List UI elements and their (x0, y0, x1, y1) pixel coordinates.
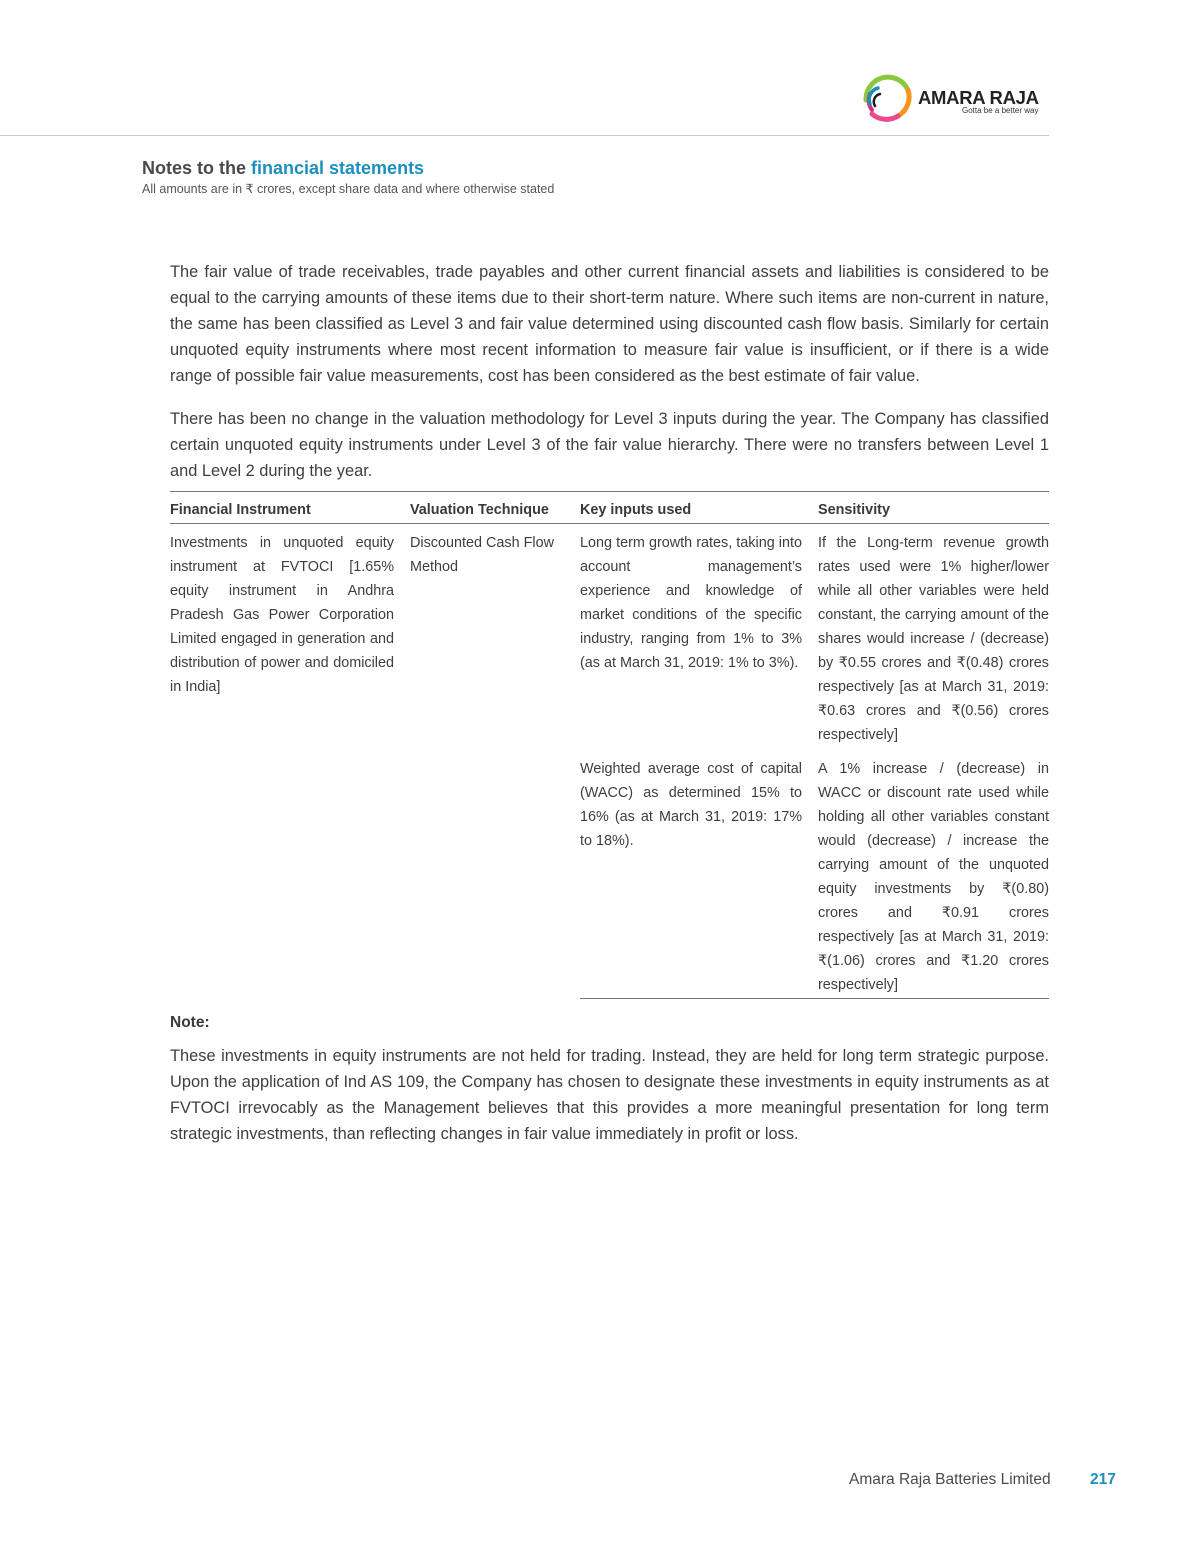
note-paragraph: These investments in equity instruments are not held for trading. Instead, they are held for long term strategic purpose. Upon the application of Ind AS 109, the Company has chosen to designate these investments in equity instruments as at FVTOCI irrevocably as the Management believes that this provides a more meaningful presentation for long term strategic investments, than reflecting changes in fair value immediately in profit or loss. (170, 1047, 1049, 1143)
page-subtitle: All amounts are in ₹ crores, except share data and where otherwise stated (142, 182, 555, 196)
page-header (142, 158, 554, 196)
table-header-row (170, 492, 1049, 524)
column-header-key-inputs: Key inputs used (580, 492, 818, 524)
column-header-technique: Valuation Technique (410, 492, 580, 524)
page-title-plain: Notes to the (142, 158, 252, 178)
page-number: 217 (1090, 1471, 1116, 1488)
sensitivity-cell: If the Long-term revenue growth rates used were 1% higher/lower while all other variables were held constant, the carrying amount of the shares would increase / (decrease) by ₹0.55 crores and ₹(0.48) crores respectively [as at March 31, 2019: ₹0.63 crores and ₹(0.56) crores respectively] (818, 535, 1049, 743)
table-row (170, 524, 1049, 751)
sensitivity-cell: A 1% increase / (decrease) in WACC or discount rate used while holding all other variables constant would (decrease) / increase the carrying amount of the unquoted equity investments by ₹(0.80) crores and ₹0.91 crores respectively [as at March 31, 2019: ₹(1.06) crores and ₹1.20 crores respectively] (818, 750, 1049, 999)
instrument-cell: Investments in unquoted equity instrument at FVTOCI [1.65% equity instrument in Andhra Pradesh Gas Power Corporation Limited engaged in generation and distribution of power and domiciled in India] (170, 535, 394, 695)
company-logo (858, 70, 1058, 124)
header-divider (0, 135, 1049, 136)
column-header-sensitivity: Sensitivity (818, 492, 1049, 524)
note-label: Note: (170, 1014, 210, 1031)
swirl-logo-icon (858, 70, 914, 124)
page-title (142, 158, 554, 179)
valuation-table (170, 491, 1049, 999)
key-input-cell: Long term growth rates, taking into account management’s experience and knowledge of market conditions of the specific industry, ranging from 1% to 3% (as at March 31, 2019: 1% to 3%). (580, 535, 802, 671)
brand-name: AMARA RAJA (918, 87, 1039, 108)
page-title-accent: financial statements (251, 158, 425, 178)
technique-cell: Discounted Cash Flow Method (410, 535, 554, 575)
footer-company-name: Amara Raja Batteries Limited (849, 1471, 1051, 1488)
column-header-instrument: Financial Instrument (170, 492, 410, 524)
paragraph-fair-value: The fair value of trade receivables, trade payables and other current financial assets and liabilities is considered to be equal to the carrying amounts of these items due to their short-term nature. Where such items are non-current in nature, the same has been classified as Level 3 and fair value determined using discounted cash flow basis. Similarly for certain unquoted equity instruments where most recent information to measure fair value is insufficient, or if there is a wide range of possible fair value measurements, cost has been considered as the best estimate of fair value. (170, 263, 1049, 385)
paragraph-valuation-methodology: There has been no change in the valuation methodology for Level 3 inputs during the year. The Company has classified certain unquoted equity instruments under Level 3 of the fair value hierarchy. There were no transfers between Level 1 and Level 2 during the year. (170, 410, 1049, 480)
brand-tagline: Gotta be a better way (962, 106, 1039, 115)
key-input-cell: Weighted average cost of capital (WACC) as determined 15% to 16% (as at March 31, 2019: 17% to 18%). (580, 750, 818, 999)
